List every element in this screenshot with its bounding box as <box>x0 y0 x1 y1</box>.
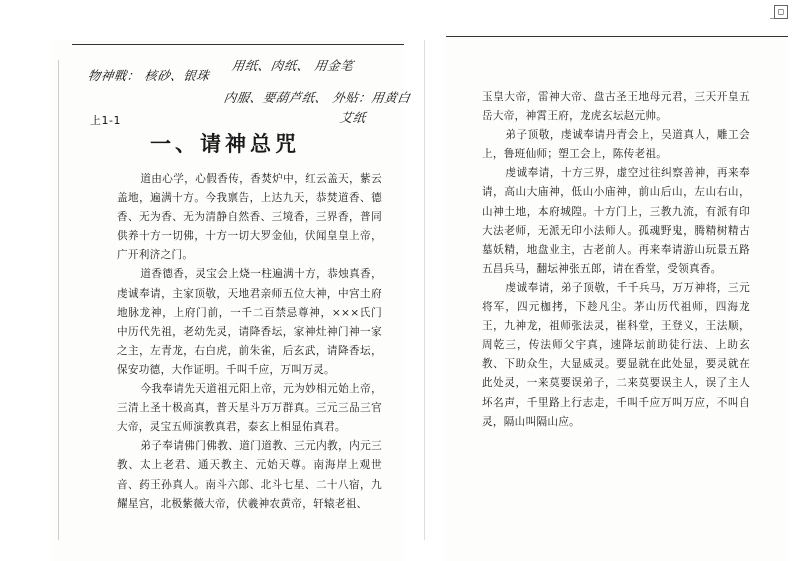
gutter-line <box>424 40 425 540</box>
left-paragraph: 弟子奉请佛门佛教、道门道教、三元内教，内元三教、太上老君、通天教主、元始天尊。南海岸上观世音、药王孙真人。南斗六郎、北斗七星、二十八宿，九耀星宫，北极紫薇大帝，伏羲神农黄帝，轩辕老祖、 <box>117 440 382 510</box>
handwritten-page-number: 上1-1 <box>90 114 121 127</box>
right-page-top-edge <box>446 36 788 37</box>
right-paragraph: 虔诚奉请，十方三界，虚空过往纠察善神，再来奉请，高山大庙神，低山小庙神，前山后山，左山右山，山神土地，本府城隍。十方门上，三教九流，有派有印大法老师，无派无印小法师人。孤魂野鬼，腾精树精古墓妖精，地盘业主，古老前人。再来奉请游山玩景五路五昌兵马，翻坛神张五郎，请在香堂，受领真香。 <box>482 167 750 275</box>
right-paragraph: 弟子顶敬，虔诚奉请丹青会上，吴道真人，雕工会上，鲁班仙师；塑工会上，陈传老祖。 <box>482 129 750 161</box>
left-paragraph: 道香德香，灵宝会上烧一柱遍满十方，恭烛真香，虔诚奉请，主家顶敬，天地君亲师五位大神，中宫土府地脉龙神，上府门前，一千二百禁忌尊神，×××氏门中历代先祖，老幼先灵，请降香坛，家神灶神门神一家之主，左青龙，右白虎，前朱雀，后玄武，请降香坛，保安功德，大作证明。千叫千应，万叫万灵。 <box>117 268 382 376</box>
right-paragraph: 玉皇大帝，雷神大帝、盘古圣王地母元君，三天开皇五岳大帝，神霄王府，龙虎玄坛赵元帅。 <box>482 91 750 123</box>
left-page-outer-edge <box>58 60 59 540</box>
handwritten-note-3: 内服、要葫芦纸、 外贴：用黄白 <box>222 90 412 105</box>
left-paragraph: 道由心学，心假香传，香焚炉中，红云盖天，紫云盖地，遍满十方。今我禀告，上达九天，恭焚道香、德香、无为香、无为清静自然香、三境香，三界香，普同供养十方一切佛，十方一切大罗金仙，伏闻皇皇上帝，广开利济之门。 <box>117 173 382 262</box>
left-page-body <box>117 170 382 514</box>
page-title: 一、请神总咒 <box>150 132 300 156</box>
handwritten-note-4: 艾纸 <box>338 110 367 125</box>
right-paragraph: 虔诚奉请，弟子顶敬，千千兵马，万万神将，三元将军，四元枷拷，下趁凡尘。茅山历代祖师，四海龙王，九神龙，祖师张法灵，崔科堂，王登义，王法顺，周乾三，传法师父宇真，速降坛前助徒行法、上助玄教、下助众生，大显威灵。要显就在此处显，要灵就在此处灵，一来莫要误弟子，二来莫要误主人，误了主人坏名声，千里路上行志走，千叫千应万叫万应，不叫自灵，隔山叫隔山应。 <box>482 281 750 428</box>
corner-mark: ◻ <box>774 5 788 19</box>
right-page-body <box>482 88 750 432</box>
left-page-top-edge <box>72 44 404 45</box>
handwritten-note-1: 物神戰： 核砂、银珠 <box>86 68 211 83</box>
left-paragraph: 今我奉请先天道祖元阳上帝，元为妙相元始上帝，三清上圣十极高真，普天星斗万万群真。三元三品三官大帝，灵宝五师演教真君，泰玄上相显佑真君。 <box>117 383 382 434</box>
handwritten-note-2: 用纸、肉纸、 用金笔 <box>230 58 355 73</box>
